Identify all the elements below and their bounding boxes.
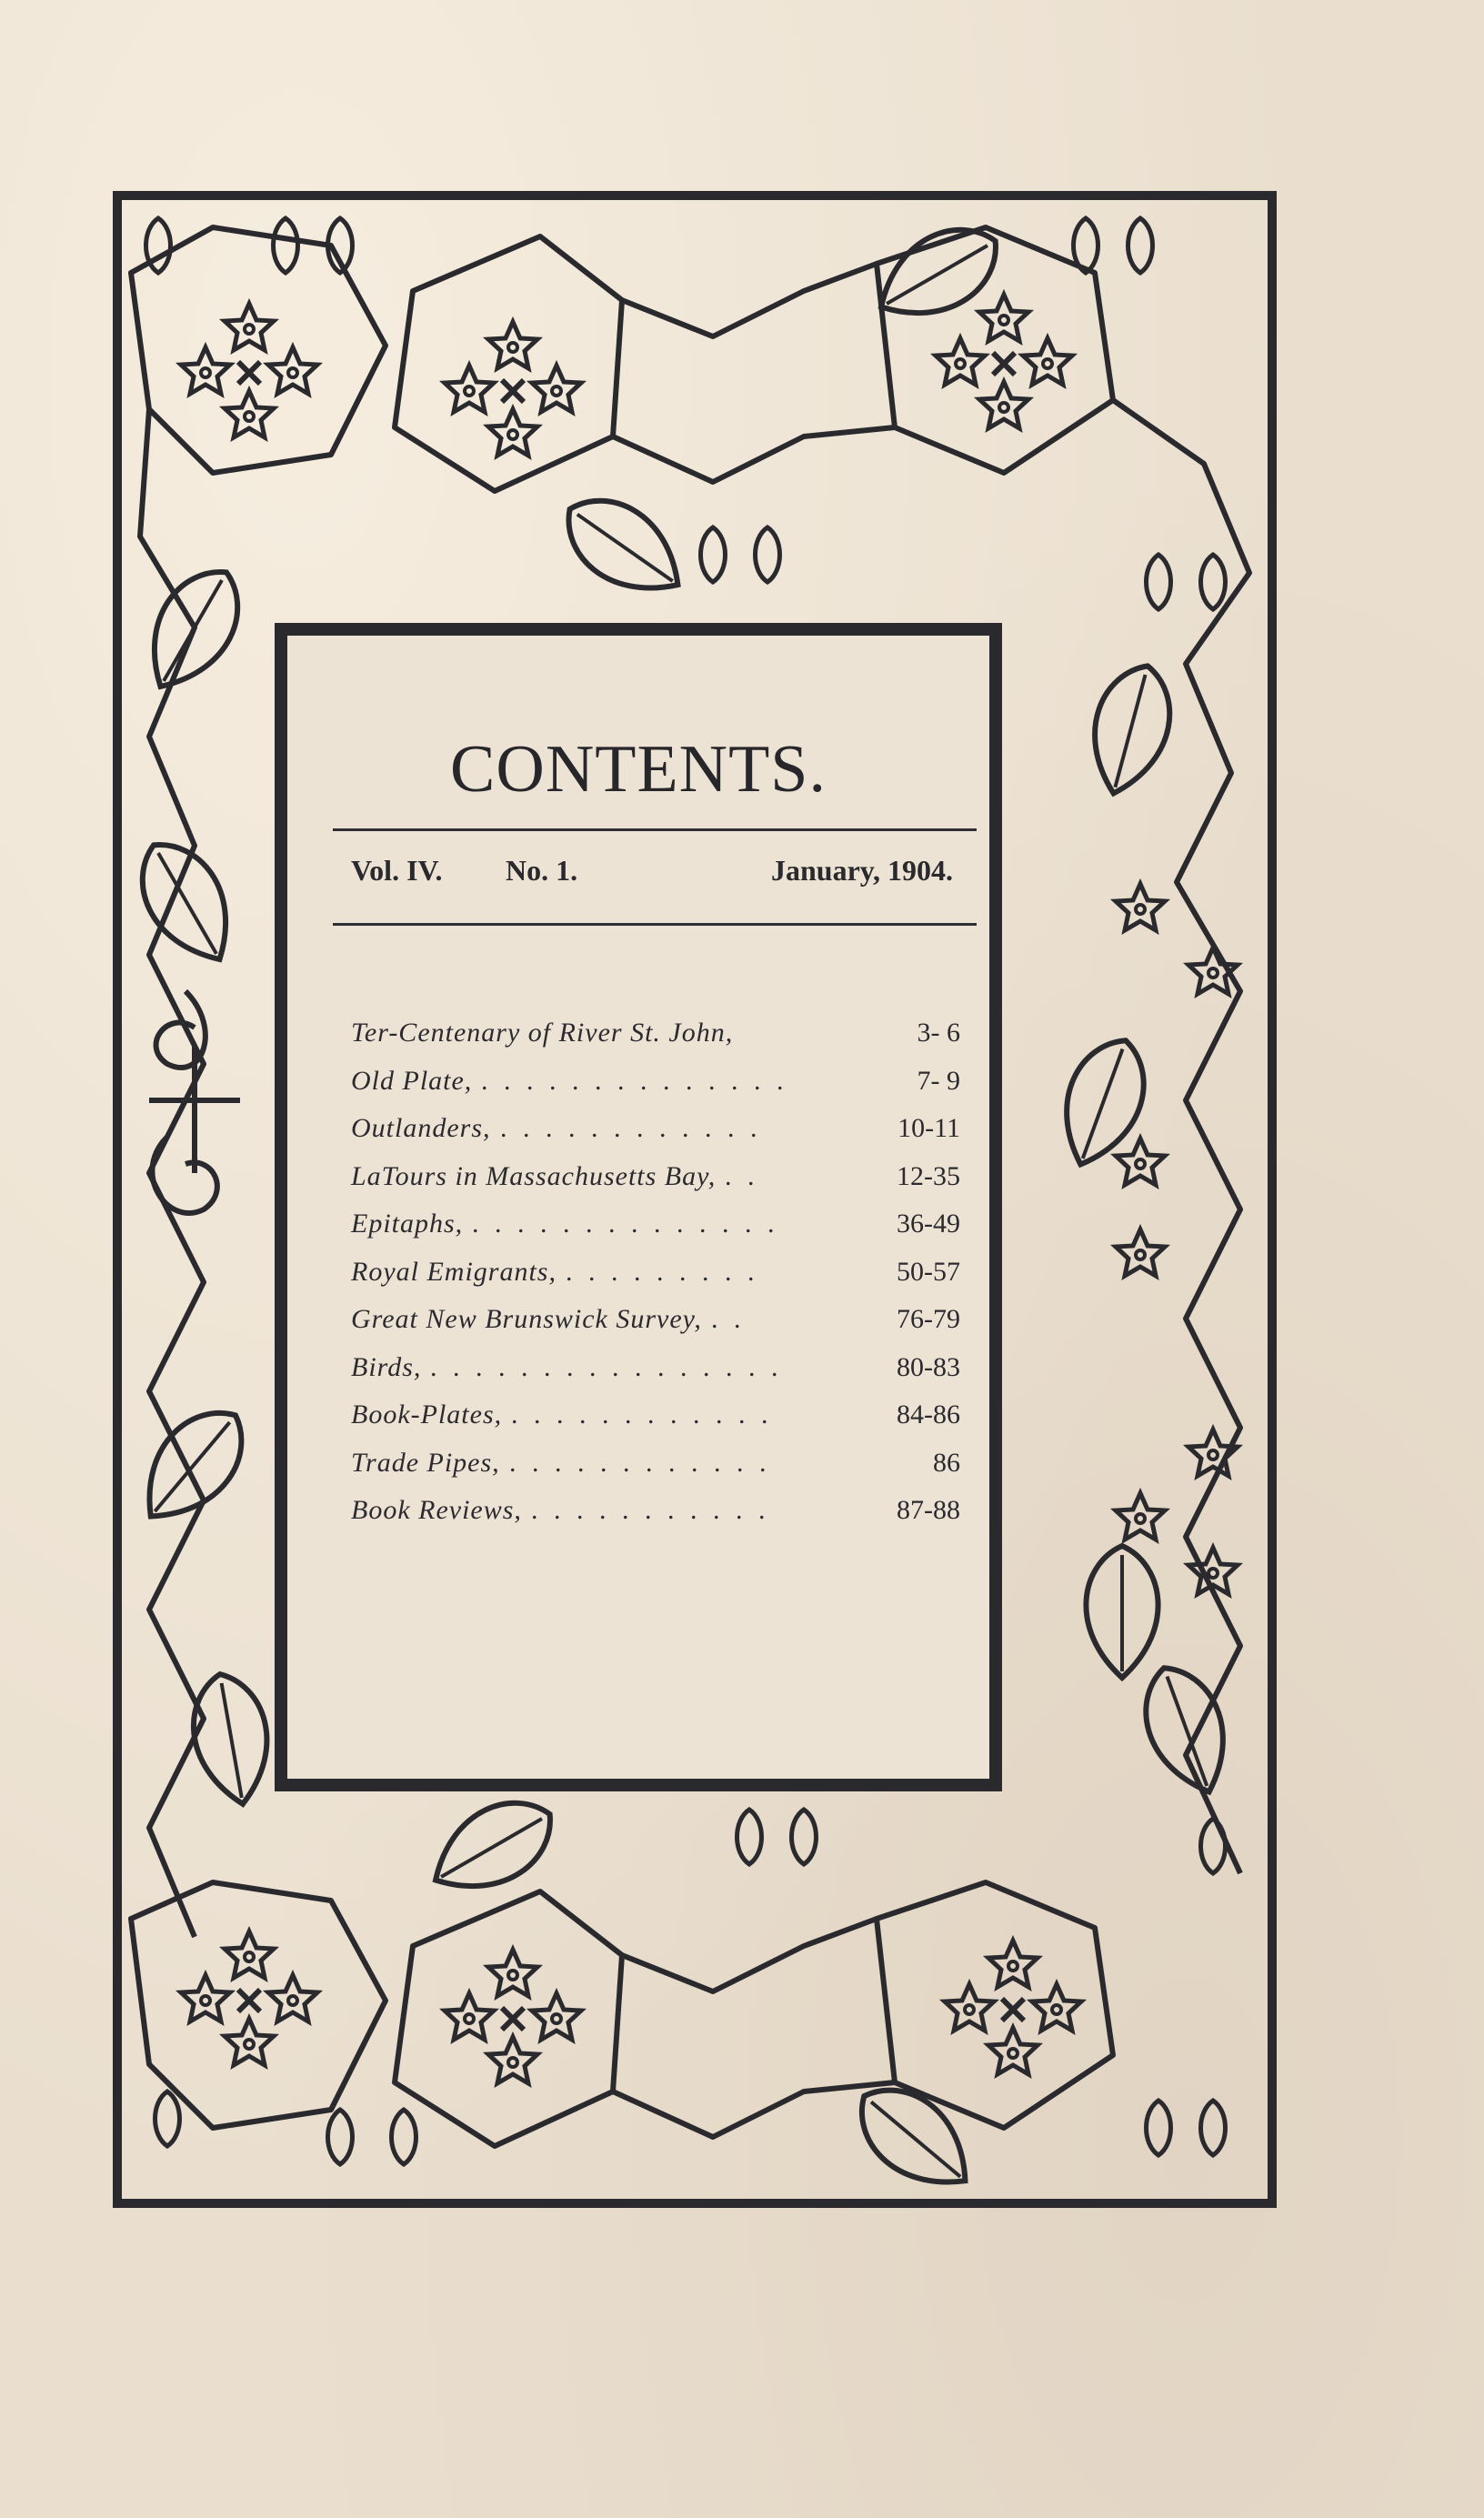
entry-pages: 12-35 [897, 1160, 960, 1191]
entry-pages: 76-79 [897, 1304, 960, 1334]
entry-pages: 10-11 [897, 1113, 960, 1143]
entry-leader: . . . . . . . . . . . [531, 1495, 770, 1525]
issue-date: January, 1904. [770, 854, 953, 887]
entry-title: Great New Brunswick Survey, [351, 1304, 702, 1334]
contents-entry [351, 1113, 960, 1161]
entry-leader: . . . . . . . . . [566, 1256, 759, 1287]
entry-pages: 7- 9 [917, 1065, 960, 1096]
contents-list [351, 1018, 960, 1543]
entry-leader: . . . . . . . . . . . . . . . . [430, 1351, 783, 1382]
contents-entry [351, 1257, 960, 1305]
contents-entry [351, 1448, 960, 1496]
contents-entry [351, 1018, 960, 1066]
entry-title: Outlanders, [351, 1113, 491, 1143]
entry-leader: . . . . . . . . . . . . . . [472, 1209, 779, 1239]
contents-entry [351, 1209, 960, 1257]
entry-title: Royal Emigrants, [351, 1256, 556, 1287]
entry-leader: . . . . . . . . . . . . [500, 1113, 762, 1143]
entry-leader: . . [725, 1160, 759, 1191]
contents-entry [351, 1399, 960, 1448]
entry-pages: 3- 6 [917, 1018, 960, 1048]
entry-pages: 84-86 [897, 1399, 960, 1430]
entry-leader: . . . . . . . . . . . . . . [481, 1065, 788, 1096]
divider-top [333, 828, 977, 831]
entry-pages: 36-49 [897, 1209, 960, 1239]
entry-pages: 50-57 [897, 1256, 960, 1287]
entry-title: Ter-Centenary of River St. John, [351, 1018, 734, 1048]
entry-title: Old Plate, [351, 1065, 473, 1096]
volume-label: Vol. IV. [351, 854, 443, 887]
entry-leader: . . [711, 1304, 746, 1334]
divider-bottom [333, 923, 977, 926]
entry-title: Trade Pipes, [351, 1447, 500, 1478]
entry-title: Epitaphs, [351, 1209, 464, 1239]
contents-entry [351, 1066, 960, 1114]
entry-pages: 80-83 [897, 1351, 960, 1382]
contents-panel [275, 623, 1002, 1791]
number-label: No. 1. [506, 854, 578, 887]
entry-pages: 87-88 [897, 1495, 960, 1525]
contents-entry [351, 1495, 960, 1543]
entry-title: Book-Plates, [351, 1399, 503, 1430]
issue-line [351, 854, 953, 908]
contents-entry [351, 1304, 960, 1352]
entry-leader: . . . . . . . . . . . . [509, 1447, 771, 1478]
page-title: CONTENTS. [450, 732, 827, 807]
contents-entry [351, 1161, 960, 1209]
entry-title: Birds, [351, 1351, 422, 1382]
contents-entry [351, 1352, 960, 1400]
entry-pages: 86 [933, 1447, 960, 1478]
entry-title: Book Reviews, [351, 1495, 522, 1525]
entry-title: LaTours in Massachusetts Bay, [351, 1160, 717, 1191]
entry-leader: . . . . . . . . . . . . [511, 1399, 773, 1430]
